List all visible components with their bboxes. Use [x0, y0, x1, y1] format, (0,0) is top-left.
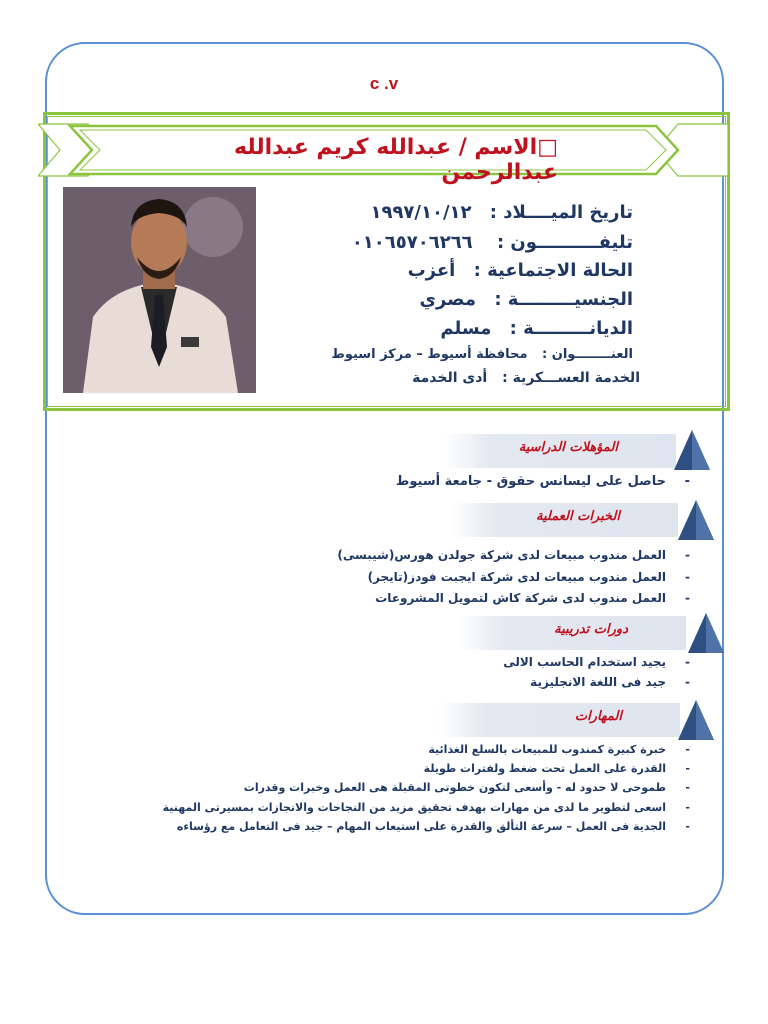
info-address-label: العنــــــــوان :	[542, 347, 633, 362]
profile-photo	[63, 187, 256, 393]
skills-item: - خبرة كبيرة كمندوب للمبيعات بالسلع الغذائية	[428, 743, 690, 756]
info-marital-value: أعزب	[407, 260, 456, 281]
section-experience-header	[452, 503, 678, 537]
section-training-title: دورات تدريبية	[554, 622, 628, 637]
info-birth	[370, 202, 633, 223]
info-religion-value: مسلم	[440, 318, 492, 339]
experience-item: - العمل مندوب مبيعات لدى شركة جولدن هورس(شيبسى)	[337, 548, 690, 562]
info-birth-value: ١٩٩٧/١٠/١٢	[370, 202, 472, 223]
section-education-header	[444, 434, 676, 468]
triangle-icon	[676, 698, 716, 742]
cv-title: c .v	[369, 74, 399, 93]
training-item: - يجيد استخدام الحاسب الالى	[503, 655, 690, 669]
info-birth-label: تاريخ الميــــلاد :	[489, 202, 633, 223]
section-education-title: المؤهلات الدراسية	[518, 440, 618, 455]
triangle-icon	[686, 611, 726, 655]
skills-item: - القدرة على العمل تحت ضغط ولفترات طويلة	[423, 762, 690, 775]
experience-item: - العمل مندوب لدى شركة كاش لتمويل المشروعات	[375, 591, 690, 605]
triangle-icon	[672, 428, 712, 472]
skills-item: - طموحى لا حدود له - وأسعى لتكون خطوتى المقبلة هى العمل وخبرات وقدرات	[243, 781, 690, 794]
info-nationality	[419, 289, 633, 310]
info-military	[412, 370, 640, 386]
experience-item: - العمل مندوب مبيعات لدى شركة ايجبت فودز(تايجر)	[367, 570, 690, 584]
section-skills-header	[438, 703, 680, 737]
info-phone-label: تليفــــــــــون :	[496, 232, 633, 253]
info-religion	[440, 318, 633, 339]
info-nationality-value: مصري	[419, 289, 477, 310]
info-military-label: الخدمة العســـكرية :	[502, 370, 640, 386]
section-experience-title: الخبرات العملية	[536, 509, 620, 524]
info-phone-value: ٠١٠٦٥٧٠٦٢٦٦	[351, 232, 473, 253]
info-phone	[352, 232, 633, 253]
full-name: □الاسم / عبدالله كريم عبدالله عبدالرحمن	[234, 135, 558, 185]
info-address	[331, 347, 633, 362]
info-marital-label: الحالة الاجتماعية :	[473, 260, 633, 281]
info-marital	[408, 260, 633, 281]
info-military-value: أدى الخدمة	[412, 370, 488, 386]
info-nationality-label: الجنسيـــــــــة :	[494, 289, 633, 310]
section-skills-title: المهارات	[574, 709, 622, 724]
education-item: - حاصل على ليسانس حقوق - جامعة أسيوط	[395, 474, 690, 489]
triangle-icon	[676, 498, 716, 542]
training-item: - جيد فى اللغة الانجليزية	[530, 675, 690, 689]
section-training-header	[460, 616, 686, 650]
info-address-value: محافظة أسيوط – مركز اسيوط	[331, 347, 528, 362]
skills-item: - اسعى لتطوير ما لدى من مهارات بهدف تحقيق مزيد من النجاحات والانجازات بمسيرتى المهنية	[162, 801, 690, 814]
skills-item: - الجدية فى العمل – سرعة التألق والقدرة على استيعاب المهام – جيد فى التعامل مع رؤساءه	[176, 820, 690, 833]
info-religion-label: الديانـــــــــة :	[509, 318, 633, 339]
